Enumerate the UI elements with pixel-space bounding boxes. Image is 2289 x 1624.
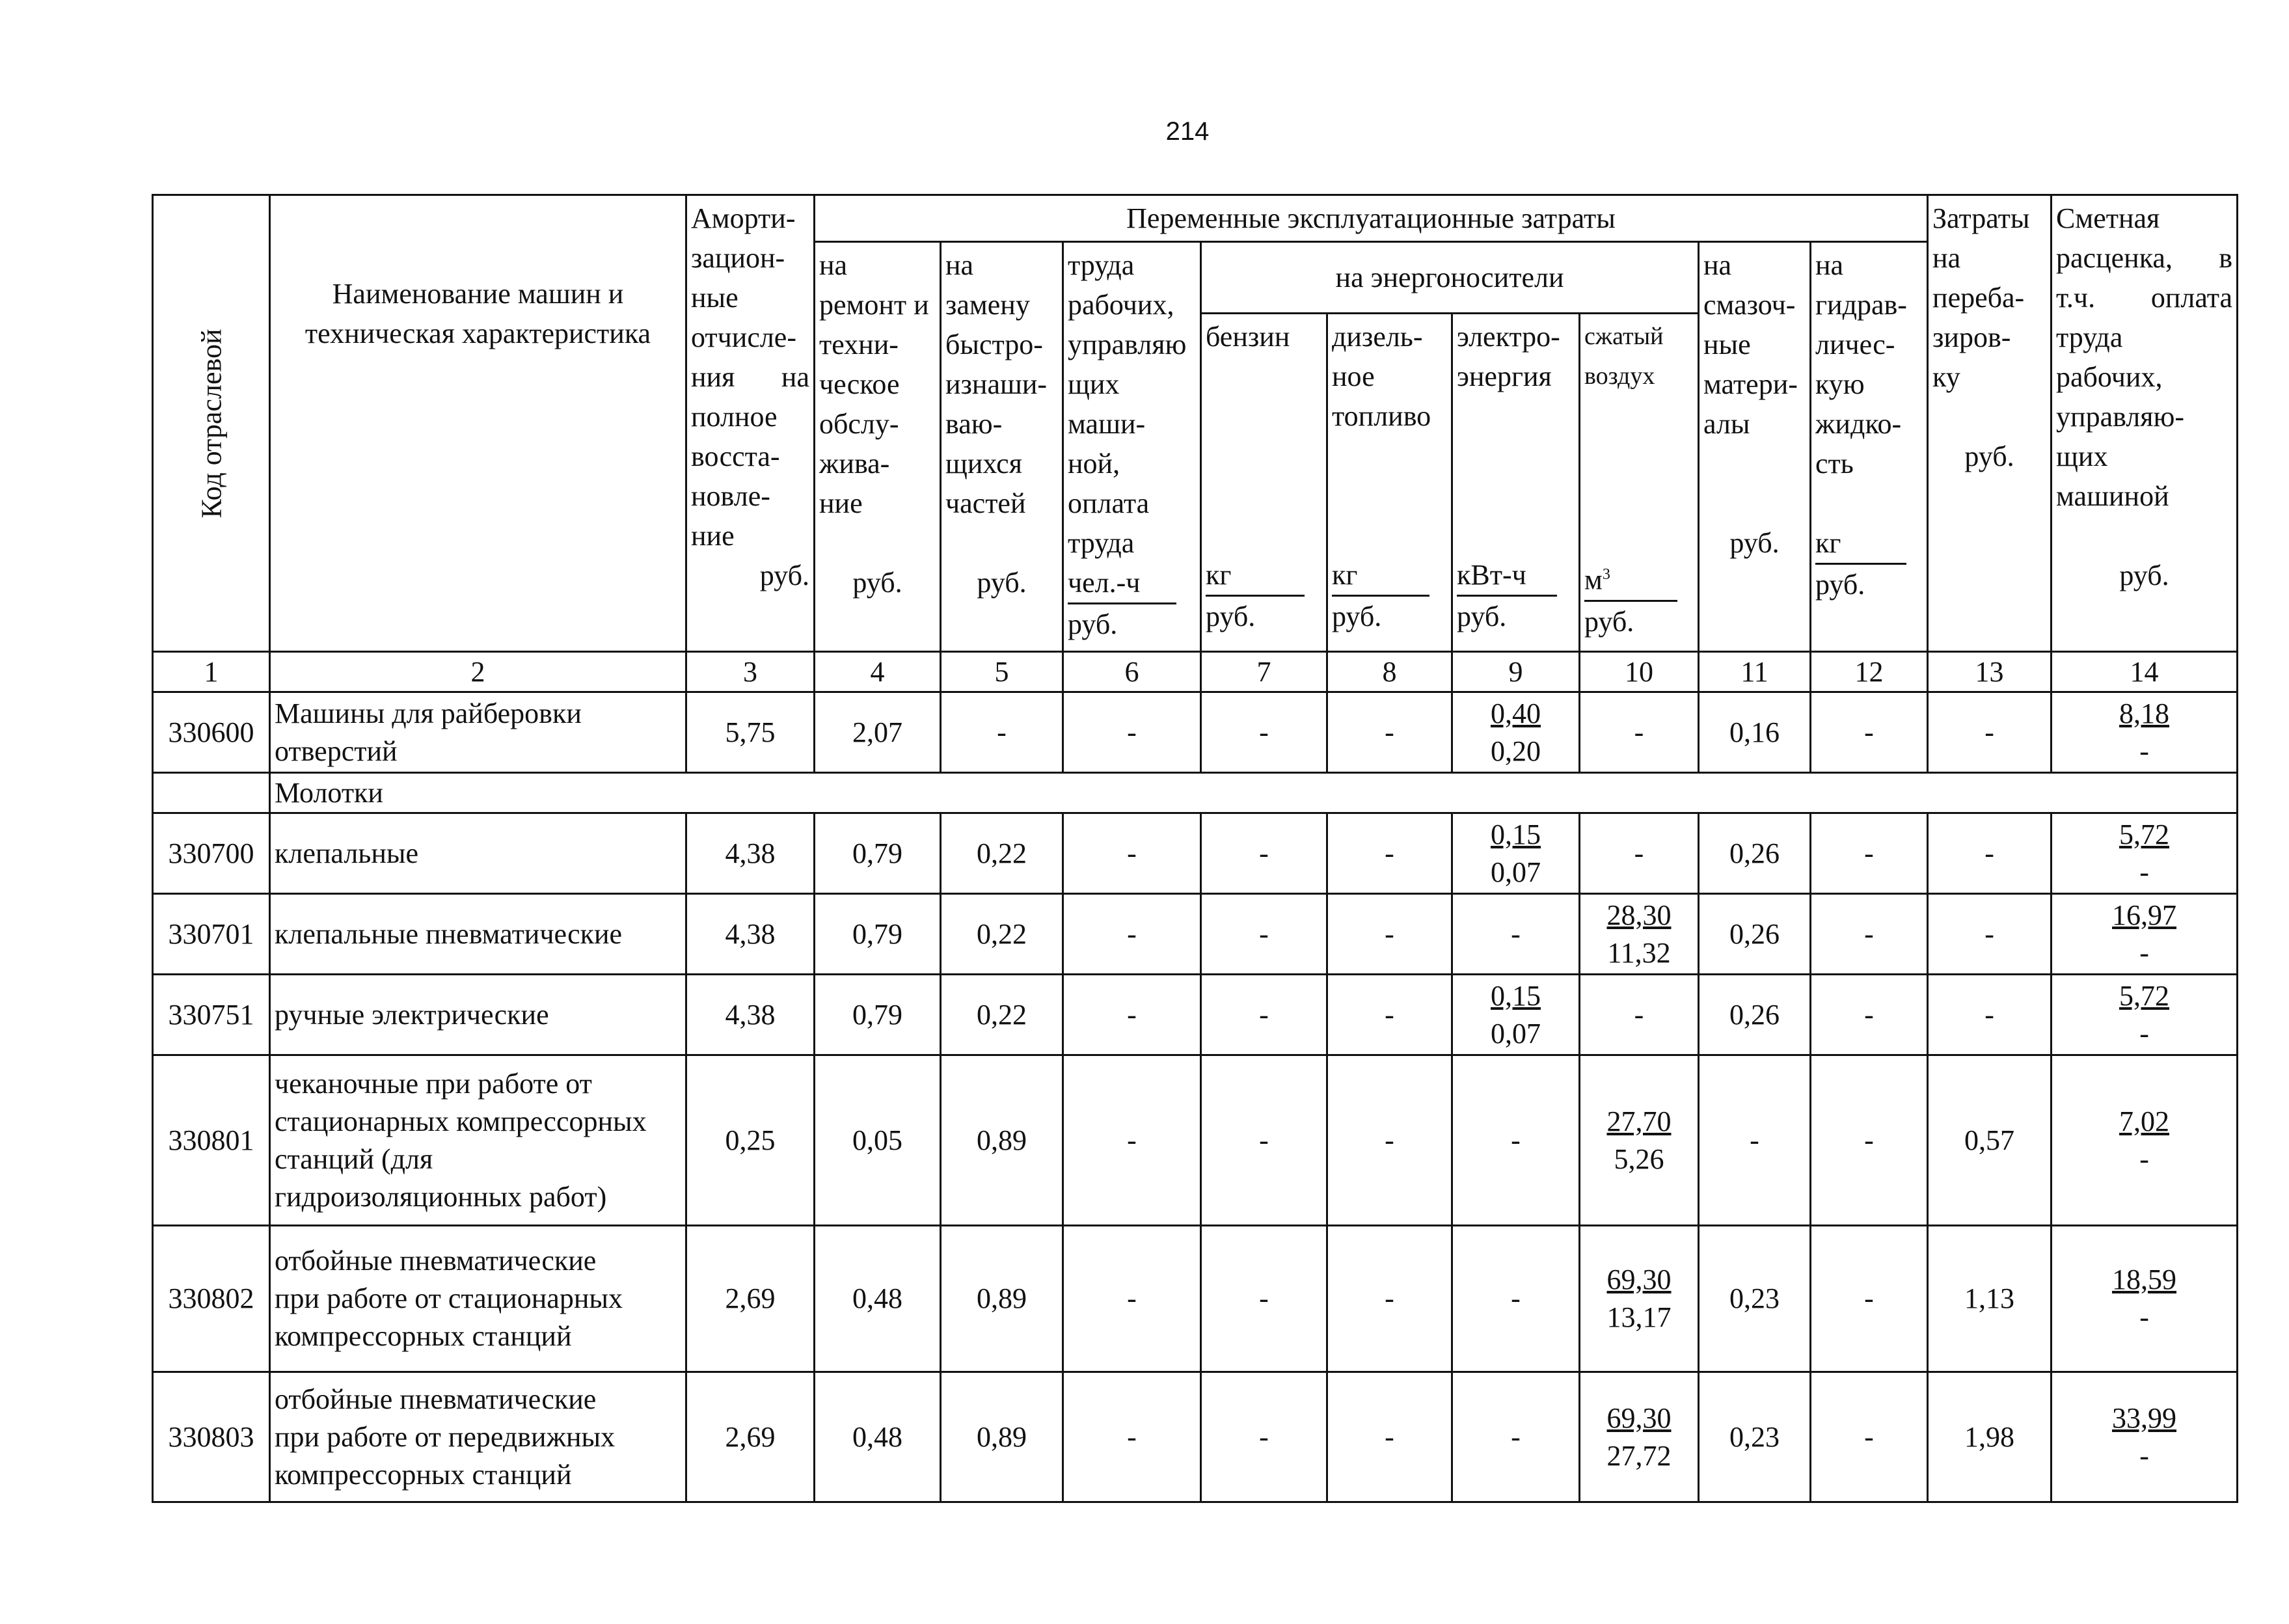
- cell-labor: -: [1063, 1226, 1201, 1372]
- row-name: клепальные пневматические: [270, 894, 686, 975]
- cell-air: -: [1580, 692, 1699, 773]
- cell-estimate: $\frac{16,97}{-}$: [2052, 894, 2238, 975]
- header-electro: электро- энергия кВт-ч руб.: [1452, 314, 1580, 652]
- cell-electro: $\frac{0,15}{0,07}$: [1452, 813, 1580, 894]
- col-num: 1: [153, 652, 270, 692]
- cell-amort: 0,25: [686, 1055, 815, 1226]
- cell-petrol: -: [1201, 1372, 1327, 1502]
- cell-amort: 2,69: [686, 1226, 815, 1372]
- cell-electro: $\frac{0,15}{0,07}$: [1452, 975, 1580, 1055]
- row-code: 330751: [153, 975, 270, 1055]
- col-num: 8: [1327, 652, 1452, 692]
- cell-lubricants: -: [1699, 1055, 1811, 1226]
- col-num: 7: [1201, 652, 1327, 692]
- cell-diesel: -: [1327, 813, 1452, 894]
- cell-estimate: $\frac{7,02}{-}$: [2052, 1055, 2238, 1226]
- table-row: [153, 975, 2238, 1055]
- cell-hydraulic: -: [1811, 975, 1928, 1055]
- col-num: 11: [1699, 652, 1811, 692]
- column-numbers-row: [153, 652, 2238, 692]
- row-name: чеканочные при работе от стационарных компрессорных станций (для гидроизоляционных работ): [270, 1055, 686, 1226]
- cell-estimate: $\frac{5,72}{-}$: [2052, 813, 2238, 894]
- table-row: [153, 692, 2238, 773]
- cell-amort: 4,38: [686, 894, 815, 975]
- cell-replace: -: [941, 692, 1063, 773]
- col-num: 3: [686, 652, 815, 692]
- cell-electro: -: [1452, 1226, 1580, 1372]
- cell-repair: 0,79: [815, 975, 941, 1055]
- cell-transport: 1,13: [1928, 1226, 2052, 1372]
- header-name: Наименование машин и техническая характеристика: [270, 195, 686, 652]
- cell-hydraulic: -: [1811, 894, 1928, 975]
- col-num: 10: [1580, 652, 1699, 692]
- cell-hydraulic: -: [1811, 813, 1928, 894]
- cell-labor: -: [1063, 813, 1201, 894]
- row-name: клепальные: [270, 813, 686, 894]
- cell-air: -: [1580, 813, 1699, 894]
- cell-repair: 0,79: [815, 813, 941, 894]
- cell-petrol: -: [1201, 1226, 1327, 1372]
- cell-amort: 5,75: [686, 692, 815, 773]
- cell-petrol: -: [1201, 894, 1327, 975]
- cell-diesel: -: [1327, 1055, 1452, 1226]
- cell-repair: 0,48: [815, 1226, 941, 1372]
- group-row: [153, 773, 2238, 813]
- cell-estimate: $\frac{8,18}{-}$: [2052, 692, 2238, 773]
- row-code: 330701: [153, 894, 270, 975]
- cell-labor: -: [1063, 894, 1201, 975]
- cell-replace: 0,89: [941, 1372, 1063, 1502]
- cell-lubricants: 0,26: [1699, 894, 1811, 975]
- cell-amort: 4,38: [686, 975, 815, 1055]
- cell-lubricants: 0,26: [1699, 975, 1811, 1055]
- row-code: 330600: [153, 692, 270, 773]
- cell-replace: 0,22: [941, 894, 1063, 975]
- cell-electro: -: [1452, 1372, 1580, 1502]
- col-num: 12: [1811, 652, 1928, 692]
- header-energy: на энергоносители: [1201, 242, 1699, 314]
- header-diesel: дизель- ное топливо кг руб.: [1327, 314, 1452, 652]
- cell-estimate: $\frac{18,59}{-}$: [2052, 1226, 2238, 1372]
- header-air: сжатый воздух $м^3$ руб.: [1580, 314, 1699, 652]
- cell-petrol: -: [1201, 975, 1327, 1055]
- cell-hydraulic: -: [1811, 1055, 1928, 1226]
- cell-air: $\frac{28,30}{11,32}$: [1580, 894, 1699, 975]
- col-num: 4: [815, 652, 941, 692]
- cell-diesel: -: [1327, 692, 1452, 773]
- header-petrol: бензин кг руб.: [1201, 314, 1327, 652]
- group-title: Молотки: [270, 773, 2238, 813]
- col-num: 2: [270, 652, 686, 692]
- cell-labor: -: [1063, 692, 1201, 773]
- cell-hydraulic: -: [1811, 1372, 1928, 1502]
- table-row: [153, 894, 2238, 975]
- cell-transport: 0,57: [1928, 1055, 2052, 1226]
- cell-air: $\frac{69,30}{27,72}$: [1580, 1372, 1699, 1502]
- col-num: 9: [1452, 652, 1580, 692]
- table-row: [153, 1226, 2238, 1372]
- row-code: 330801: [153, 1055, 270, 1226]
- cell-transport: -: [1928, 894, 2052, 975]
- row-code: 330803: [153, 1372, 270, 1502]
- cell-lubricants: 0,23: [1699, 1226, 1811, 1372]
- header-variable-costs: Переменные эксплуатационные затраты: [815, 195, 1928, 242]
- cell-replace: 0,22: [941, 813, 1063, 894]
- page-number: 214: [1165, 117, 1210, 146]
- cell-lubricants: 0,23: [1699, 1372, 1811, 1502]
- table-row: [153, 813, 2238, 894]
- cell-diesel: -: [1327, 894, 1452, 975]
- cell-lubricants: 0,26: [1699, 813, 1811, 894]
- header-labor: труда рабочих, управляю щих маши- ной, оплата труда чел.-ч руб.: [1063, 242, 1201, 652]
- row-name: Машины для райберовки отверстий: [270, 692, 686, 773]
- header-replace: на замену быстро- изнаши- ваю- щихся частей руб.: [941, 242, 1063, 652]
- cell-air: $\frac{69,30}{13,17}$: [1580, 1226, 1699, 1372]
- cell-repair: 2,07: [815, 692, 941, 773]
- cell-labor: -: [1063, 975, 1201, 1055]
- row-code: 330802: [153, 1226, 270, 1372]
- cell-diesel: -: [1327, 1226, 1452, 1372]
- machine-cost-table: [152, 194, 2238, 1503]
- cell-electro: -: [1452, 1055, 1580, 1226]
- cell-hydraulic: -: [1811, 1226, 1928, 1372]
- row-name: отбойные пневматические при работе от стационарных компрессорных станций: [270, 1226, 686, 1372]
- cell-petrol: -: [1201, 813, 1327, 894]
- cell-repair: 0,05: [815, 1055, 941, 1226]
- row-name: отбойные пневматические при работе от передвижных компрессорных станций: [270, 1372, 686, 1502]
- cell-hydraulic: -: [1811, 692, 1928, 773]
- col-num: 14: [2052, 652, 2238, 692]
- cell-diesel: -: [1327, 1372, 1452, 1502]
- header-transport: Затраты на переба- зиров- ку руб.: [1928, 195, 2052, 652]
- header-code: Код отраслевой: [153, 195, 270, 652]
- cell-estimate: $\frac{5,72}{-}$: [2052, 975, 2238, 1055]
- col-num: 6: [1063, 652, 1201, 692]
- header-amort: Аморти- зацион- ные отчисле- ния на полное восста- новле- ние руб.: [686, 195, 815, 652]
- cell-labor: -: [1063, 1372, 1201, 1502]
- col-num: 5: [941, 652, 1063, 692]
- cell-repair: 0,79: [815, 894, 941, 975]
- cell-labor: -: [1063, 1055, 1201, 1226]
- col-num: 13: [1928, 652, 2052, 692]
- cell-electro: $\frac{0,40}{0,20}$: [1452, 692, 1580, 773]
- cell-air: $\frac{27,70}{5,26}$: [1580, 1055, 1699, 1226]
- cell-amort: 2,69: [686, 1372, 815, 1502]
- cell-petrol: -: [1201, 1055, 1327, 1226]
- row-code: 330700: [153, 813, 270, 894]
- row-name: ручные электрические: [270, 975, 686, 1055]
- table-row: [153, 1372, 2238, 1502]
- header-estimate: Сметная расценка, в т.ч. оплата труда рабочих, управляю- щих машиной руб.: [2052, 195, 2238, 652]
- cell-repair: 0,48: [815, 1372, 941, 1502]
- cell-replace: 0,89: [941, 1055, 1063, 1226]
- cell-replace: 0,89: [941, 1226, 1063, 1372]
- header-hydraulic: на гидрав- личес- кую жидко- сть кг руб.: [1811, 242, 1928, 652]
- cell-electro: -: [1452, 894, 1580, 975]
- cell-replace: 0,22: [941, 975, 1063, 1055]
- table-row: [153, 1055, 2238, 1226]
- cell-petrol: -: [1201, 692, 1327, 773]
- cell-air: -: [1580, 975, 1699, 1055]
- cell-transport: -: [1928, 975, 2052, 1055]
- cell-transport: 1,98: [1928, 1372, 2052, 1502]
- cell-amort: 4,38: [686, 813, 815, 894]
- header-lubricants: на смазоч- ные матери- алы руб.: [1699, 242, 1811, 652]
- cell-estimate: $\frac{33,99}{-}$: [2052, 1372, 2238, 1502]
- cell-lubricants: 0,16: [1699, 692, 1811, 773]
- cell-transport: -: [1928, 692, 2052, 773]
- cell-diesel: -: [1327, 975, 1452, 1055]
- header-repair: на ремонт и техни- ческое обслу- жива- ние руб.: [815, 242, 941, 652]
- cell-transport: -: [1928, 813, 2052, 894]
